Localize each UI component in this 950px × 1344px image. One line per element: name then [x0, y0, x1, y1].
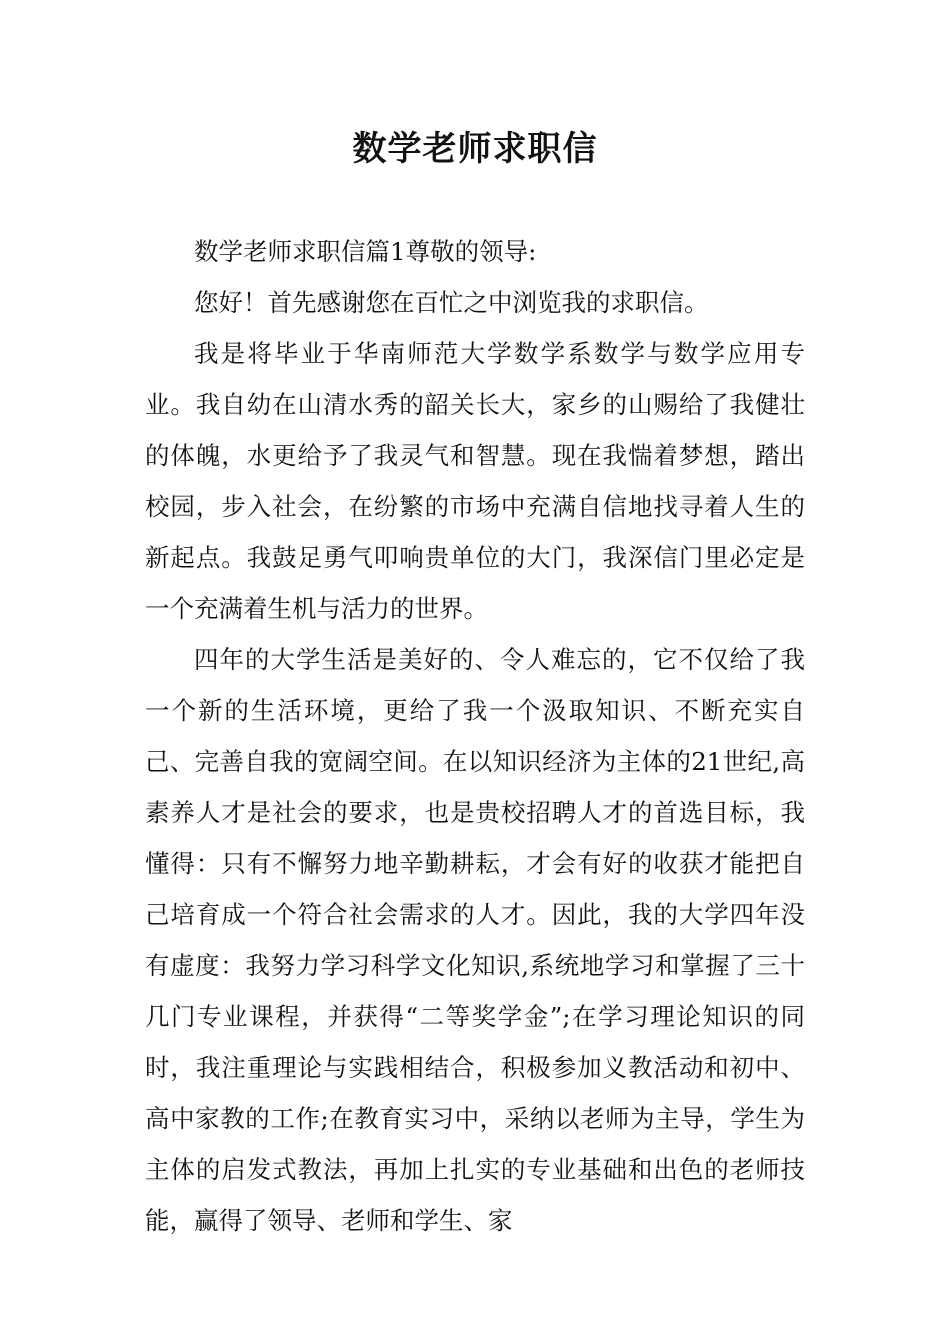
paragraph-introduction: 我是将毕业于华南师范大学数学系数学与数学应用专业。我自幼在山清水秀的韶关长大，家乡的山赐给了我健壮的体魄，水更给予了我灵气和智慧。现在我惴着梦想，踏出校园，步入社会，在纷繁的市场中充满自信地找寻着人生的新起点。我鼓足勇气叩响贵单位的大门，我深信门里必定是一个充满着生机与活力的世界。: [145, 339, 805, 623]
document-body: [145, 226, 805, 1246]
paragraph-salutation: 您好！首先感谢您在百忙之中浏览我的求职信。: [194, 288, 709, 317]
document-title: 数学老师求职信: [352, 129, 598, 169]
paragraph-university-life: 四年的大学生活是美好的、令人难忘的，它不仅给了我一个新的生活环境，更给了我一个汲取知识、不断充实自己、完善自我的宽阔空间。在以知识经济为主体的21世纪,高素养人才是社会的要求，也是贵校招聘人才的首选目标，我懂得：只有不懈努力地辛勤耕耘，才会有好的收获才能把自己培育成一个符合社会需求的人才。因此，我的大学四年没有虚度：我努力学习科学文化知识,系统地学习和掌握了三十几门专业课程，并获得“二等奖学金”;在学习理论知识的同时，我注重理论与实践相结合，积极参加义教活动和初中、高中家教的工作;在教育实习中，采纳以老师为主导，学生为主体的启发式教法，再加上扎实的专业基础和出色的老师技能，赢得了领导、老师和学生、家: [145, 645, 805, 1235]
paragraph-greeting-heading: 数学老师求职信篇1尊敬的领导:: [194, 237, 537, 266]
